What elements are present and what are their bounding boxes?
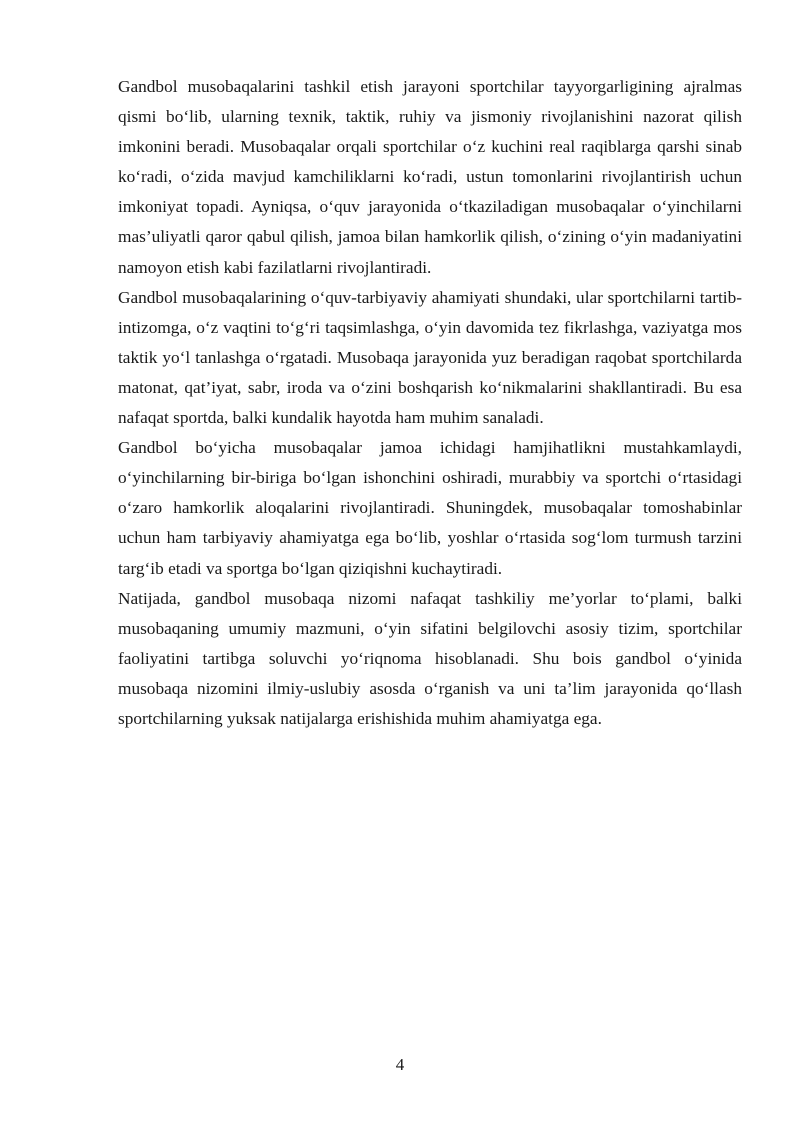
paragraph: Gandbol musobaqalarini tashkil etish jarayoni sportchilar tayyorgarligining ajralmas qismi bo‘lib, ularning texnik, taktik, ruhiy va jismoniy rivojlanishini nazorat qilish imkonini beradi. Musobaqalar orqali sportchilar o‘z kuchini real raqiblarga qarshi sinab ko‘radi, o‘zida mavjud kamchiliklarni ko‘radi, ustun tomonlarini rivojlantirish uchun imkoniyat topadi. Ayniqsa, o‘quv jarayonida o‘tkaziladigan musobaqalar o‘yinchilarni mas’uliyatli qaror qabul qilish, jamoa bilan hamkorlik qilish, o‘zining o‘yin madaniyatini namoyon etish kabi fazilatlarni rivojlantiradi. (118, 77, 742, 277)
paragraph: Gandbol musobaqalarining o‘quv-tarbiyaviy ahamiyati shundaki, ular sportchilarni tartib-intizomga, o‘z vaqtini to‘g‘ri taqsimlashga, o‘yin davomida tez fikrlashga, vaziyatga mos taktik yo‘l tanlashga o‘rgatadi. Musobaqa jarayonida yuz beradigan raqobat sportchilarda matonat, qat’iyat, sabr, iroda va o‘zini boshqarish ko‘nikmalarini shakllantiradi. Bu esa nafaqat sportda, balki kundalik hayotda ham muhim sanaladi. (118, 287, 742, 428)
paragraph: Natijada, gandbol musobaqa nizomi nafaqat tashkiliy me’yorlar to‘plami, balki musobaqaning umumiy mazmuni, o‘yin sifatini belgilovchi asosiy tizim, sportchilar faoliyatini tartibga soluvchi yo‘riqnoma hisoblanadi. Shu bois gandbol o‘yinida musobaqa nizomini ilmiy-uslubiy asosda o‘rganish va uni ta’lim jarayonida qo‘llash sportchilarning yuksak natijalarga erishishida muhim ahamiyatga ega. (118, 588, 742, 728)
page-number: 4 (395, 1055, 405, 1074)
body-text (118, 72, 742, 734)
paragraph: Gandbol bo‘yicha musobaqalar jamoa ichidagi hamjihatlikni mustahkamlaydi, o‘yinchilarning bir-biriga bo‘lgan ishonchini oshiradi, murabbiy va sportchi o‘rtasidagi o‘zaro hamkorlik aloqalarini rivojlantiradi. Shuningdek, musobaqalar tomoshabinlar uchun ham tarbiyaviy ahamiyatga ega bo‘lib, yoshlar o‘rtasida sog‘lom turmush tarzini targ‘ib etadi va sportga bo‘lgan qiziqishni kuchaytiradi. (118, 438, 742, 578)
